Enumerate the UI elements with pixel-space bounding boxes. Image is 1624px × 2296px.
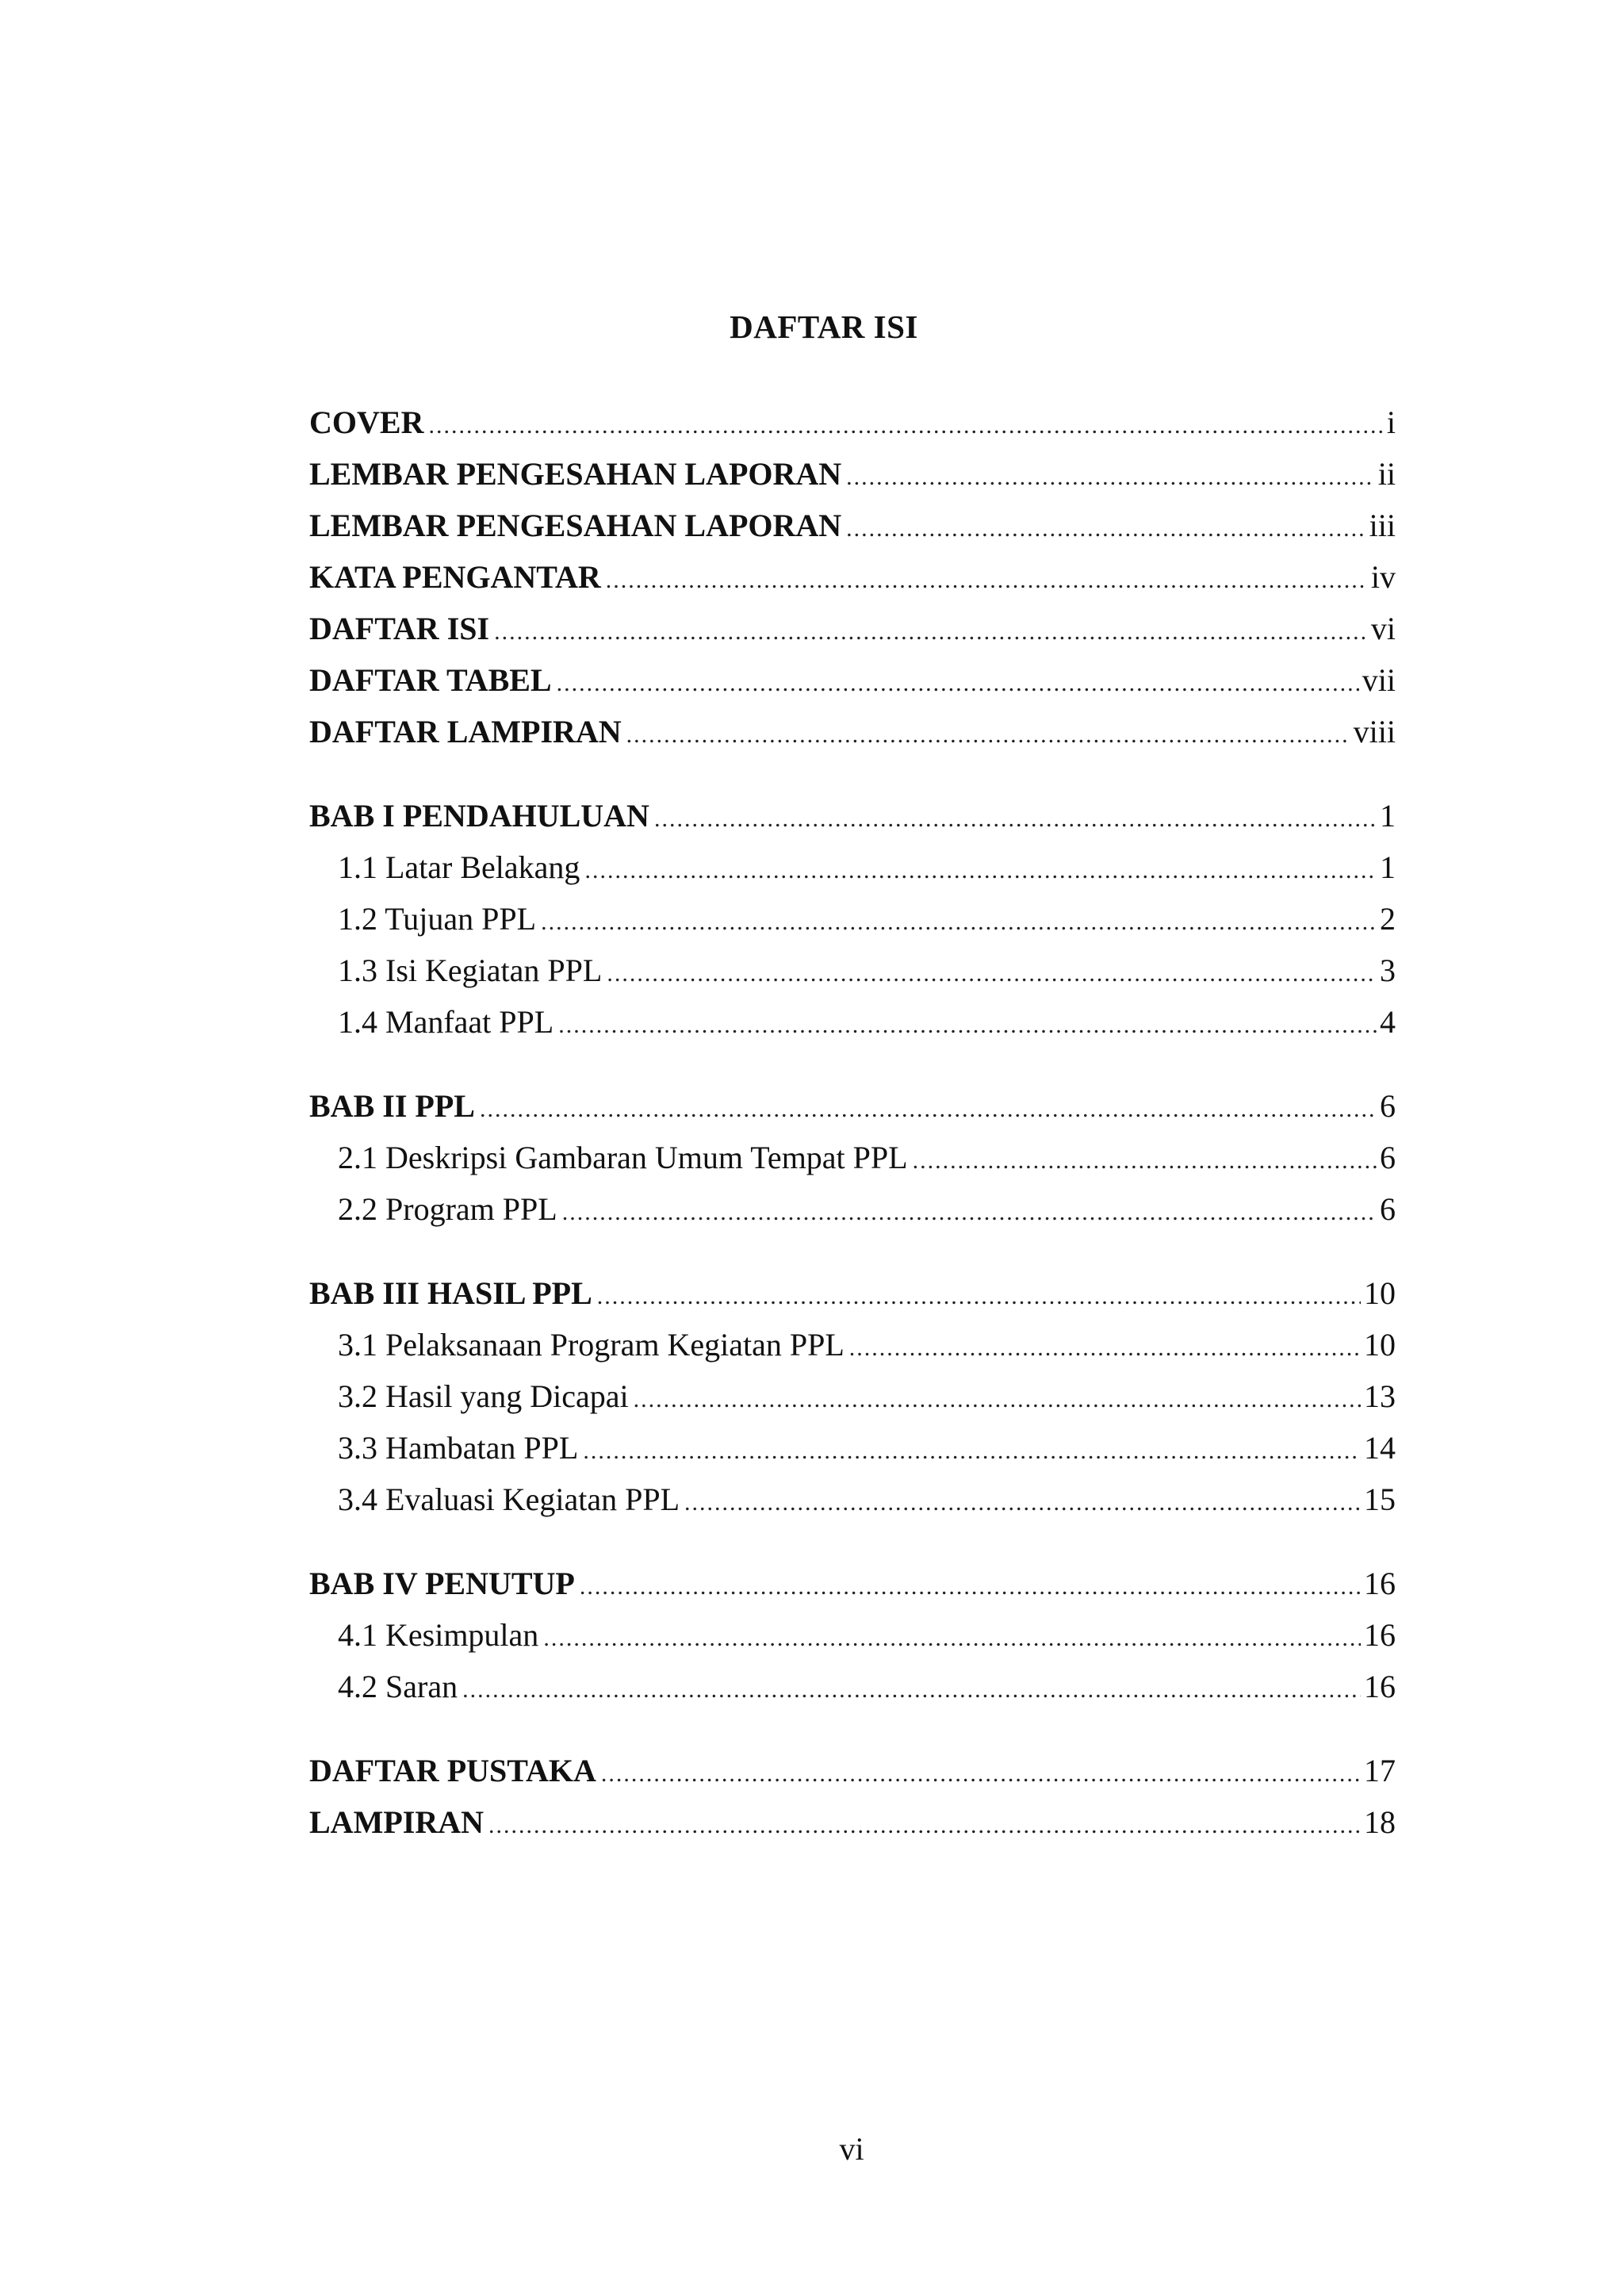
toc-entry-label: BAB IV PENUTUP — [309, 1566, 575, 1601]
dot-leader — [584, 845, 1377, 896]
toc-entry-page-number: vii — [1362, 662, 1396, 698]
toc-entry-page-number: 14 — [1364, 1430, 1396, 1466]
dot-leader — [583, 1425, 1361, 1477]
page-title: DAFTAR ISI — [730, 309, 918, 345]
dot-leader — [562, 1186, 1377, 1238]
dot-leader — [494, 606, 1368, 657]
toc-entry-heading — [309, 1745, 1396, 1796]
toc-entry-page-number: ii — [1377, 456, 1396, 492]
toc-section — [309, 1558, 1396, 1712]
toc-entry-label: DAFTAR LAMPIRAN — [309, 714, 622, 749]
toc-entry-page-number: 10 — [1364, 1275, 1396, 1311]
toc-entry-page-number: 6 — [1380, 1140, 1396, 1175]
toc-entry-page-number: 13 — [1364, 1378, 1396, 1414]
toc-entry-heading — [309, 706, 1396, 757]
toc-entry-page-number: 1 — [1380, 849, 1396, 885]
toc-entry-heading — [309, 500, 1396, 551]
toc-entry-subsection — [309, 1370, 1396, 1422]
toc-entry-page-number: 16 — [1364, 1566, 1396, 1601]
toc-entry-label: 4.1 Kesimpulan — [338, 1617, 539, 1653]
toc-entry-heading — [309, 1796, 1396, 1848]
dot-leader — [606, 554, 1368, 606]
toc-entry-label: 2.2 Program PPL — [338, 1191, 557, 1227]
toc-entry-page-number: 16 — [1364, 1669, 1396, 1704]
toc-entry-page-number: 18 — [1364, 1804, 1396, 1840]
toc-entry-heading — [309, 654, 1396, 706]
toc-entry-label: 2.1 Deskripsi Gambaran Umum Tempat PPL — [338, 1140, 908, 1175]
toc-entry-label: DAFTAR PUSTAKA — [309, 1753, 596, 1788]
toc-entry-label: 1.4 Manfaat PPL — [338, 1004, 554, 1040]
toc-entry-page-number: 4 — [1380, 1004, 1396, 1040]
toc-entry-page-number: 17 — [1364, 1753, 1396, 1788]
toc-section — [309, 1080, 1396, 1235]
dot-leader — [428, 400, 1383, 451]
toc-entry-label: KATA PENGANTAR — [309, 559, 601, 595]
toc-entry-subsection — [309, 1132, 1396, 1183]
dot-leader — [558, 999, 1377, 1051]
dot-leader — [488, 1800, 1361, 1851]
toc-entry-label: 1.1 Latar Belakang — [338, 849, 580, 885]
toc-entry-subsection — [309, 1319, 1396, 1370]
toc-entry-subsection — [309, 1661, 1396, 1712]
toc-entry-heading — [309, 790, 1396, 841]
toc-entry-heading — [309, 448, 1396, 500]
toc-entry-subsection — [309, 1474, 1396, 1525]
toc-section — [309, 1267, 1396, 1525]
toc-entry-page-number: 10 — [1364, 1327, 1396, 1363]
dot-leader — [580, 1561, 1361, 1612]
toc-section — [309, 397, 1396, 757]
toc-entry-heading — [309, 1080, 1396, 1132]
toc-entry-label: LEMBAR PENGESAHAN LAPORAN — [309, 508, 842, 543]
dot-leader — [541, 896, 1377, 948]
toc-section — [309, 790, 1396, 1048]
toc-entry-label: BAB I PENDAHULUAN — [309, 798, 649, 834]
toc-entry-subsection — [309, 893, 1396, 945]
toc-entry-label: LEMBAR PENGESAHAN LAPORAN — [309, 456, 842, 492]
toc-entry-heading — [309, 1558, 1396, 1609]
dot-leader — [601, 1748, 1361, 1800]
toc-entry-heading — [309, 1267, 1396, 1319]
toc-entry-heading — [309, 603, 1396, 654]
toc-entry-page-number: 6 — [1380, 1088, 1396, 1124]
toc-entry-heading — [309, 551, 1396, 603]
toc-entry-page-number: 2 — [1380, 901, 1396, 937]
dot-leader — [557, 657, 1359, 709]
toc-entry-page-number: i — [1386, 404, 1396, 440]
dot-leader — [634, 1374, 1361, 1425]
dot-leader — [684, 1477, 1361, 1528]
dot-leader — [846, 503, 1366, 554]
dot-leader — [913, 1135, 1377, 1186]
toc-entry-subsection — [309, 996, 1396, 1048]
toc-entry-subsection — [309, 1183, 1396, 1235]
toc-entry-label: 3.1 Pelaksanaan Program Kegiatan PPL — [338, 1327, 845, 1363]
page-number: vi — [839, 2131, 864, 2167]
toc-entry-page-number: iv — [1370, 559, 1396, 595]
toc-entry-label: DAFTAR ISI — [309, 611, 490, 646]
dot-leader — [654, 793, 1377, 845]
toc-entry-label: BAB III HASIL PPL — [309, 1275, 592, 1311]
toc-entry-page-number: 3 — [1380, 953, 1396, 988]
toc-entry-heading — [309, 397, 1396, 448]
toc-entry-page-number: 15 — [1364, 1481, 1396, 1517]
toc-entry-subsection — [309, 945, 1396, 996]
toc-entry-page-number: viii — [1353, 714, 1396, 749]
dot-leader — [607, 948, 1377, 999]
toc-entry-page-number: iii — [1369, 508, 1396, 543]
dot-leader — [846, 451, 1375, 503]
toc-entry-label: LAMPIRAN — [309, 1804, 484, 1840]
toc-entry-subsection — [309, 841, 1396, 893]
toc-entry-page-number: 1 — [1380, 798, 1396, 834]
toc-entry-label: BAB II PPL — [309, 1088, 475, 1124]
toc-entry-label: COVER — [309, 404, 424, 440]
toc-entry-page-number: 16 — [1364, 1617, 1396, 1653]
toc-entry-label: 3.2 Hasil yang Dicapai — [338, 1378, 629, 1414]
toc-entry-label: DAFTAR TABEL — [309, 662, 552, 698]
toc-entry-label: 3.3 Hambatan PPL — [338, 1430, 579, 1466]
dot-leader — [480, 1083, 1377, 1135]
toc-entry-label: 3.4 Evaluasi Kegiatan PPL — [338, 1481, 680, 1517]
toc-entry-subsection — [309, 1422, 1396, 1474]
toc-entry-label: 1.3 Isi Kegiatan PPL — [338, 953, 603, 988]
toc-entry-page-number: 6 — [1380, 1191, 1396, 1227]
toc-entry-label: 1.2 Tujuan PPL — [338, 901, 537, 937]
dot-leader — [849, 1322, 1361, 1374]
dot-leader — [597, 1271, 1361, 1322]
toc-entry-page-number: vi — [1370, 611, 1396, 646]
toc-entry-subsection — [309, 1609, 1396, 1661]
dot-leader — [462, 1664, 1361, 1715]
toc-entry-label: 4.2 Saran — [338, 1669, 458, 1704]
table-of-contents — [309, 397, 1396, 1848]
dot-leader — [543, 1612, 1361, 1664]
toc-section — [309, 1745, 1396, 1848]
dot-leader — [626, 709, 1350, 761]
